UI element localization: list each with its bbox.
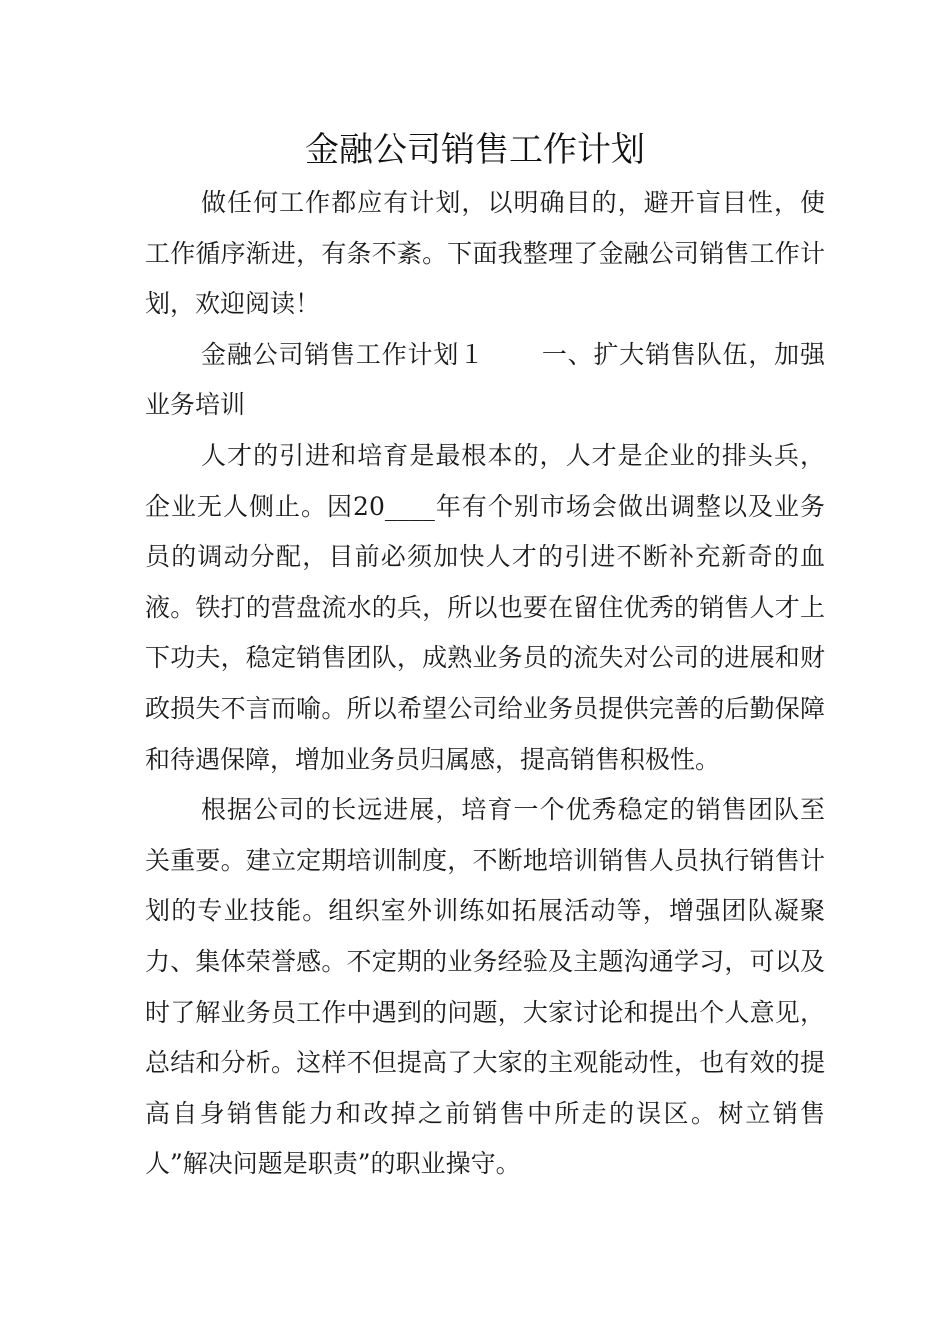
section-heading-paragraph (145, 330, 825, 431)
document-title: 金融公司销售工作计划 (305, 130, 645, 170)
section-label: 金融公司销售工作计划１ (201, 339, 485, 369)
section-heading: 一、扩大销售队伍，加强业务培训 (145, 339, 825, 420)
intro-paragraph: 做任何工作都应有计划，以明确目的，避开盲目性，使工作循序渐进，有条不紊。下面我整理了金融公司销售工作计划，欢迎阅读！ (145, 188, 825, 319)
body-paragraph-training: 根据公司的长远进展，培育一个优秀稳定的销售团队至关重要。建立定期培训制度，不断地培训销售人员执行销售计划的专业技能。组织室外训练如拓展活动等，增强团队凝聚力、集体荣誉感。不定期的业务经验及主题沟通学习，可以及时了解业务员工作中遇到的问题，大家讨论和提出个人意见，总结和分析。这样不但提高了大家的主观能动性，也有效的提高自身销售能力和改掉之前销售中所走的误区。树立销售人”解决问题是职责”的职业操守。 (145, 795, 825, 1179)
document-body (145, 178, 825, 1190)
body-paragraph-talent: 人才的引进和培育是最根本的，人才是企业的排头兵，企业无人侧止。因20____年有个别市场会做出调整以及业务员的调动分配，目前必须加快人才的引进不断补充新奇的血液。铁打的营盘流水的兵，所以也要在留住优秀的销售人才上下功夫，稳定销售团队，成熟业务员的流失对公司的进展和财政损失不言而喻。所以希望公司给业务员提供完善的后勤保障和待遇保障，增加业务员归属感，提高销售积极性。 (145, 440, 825, 774)
